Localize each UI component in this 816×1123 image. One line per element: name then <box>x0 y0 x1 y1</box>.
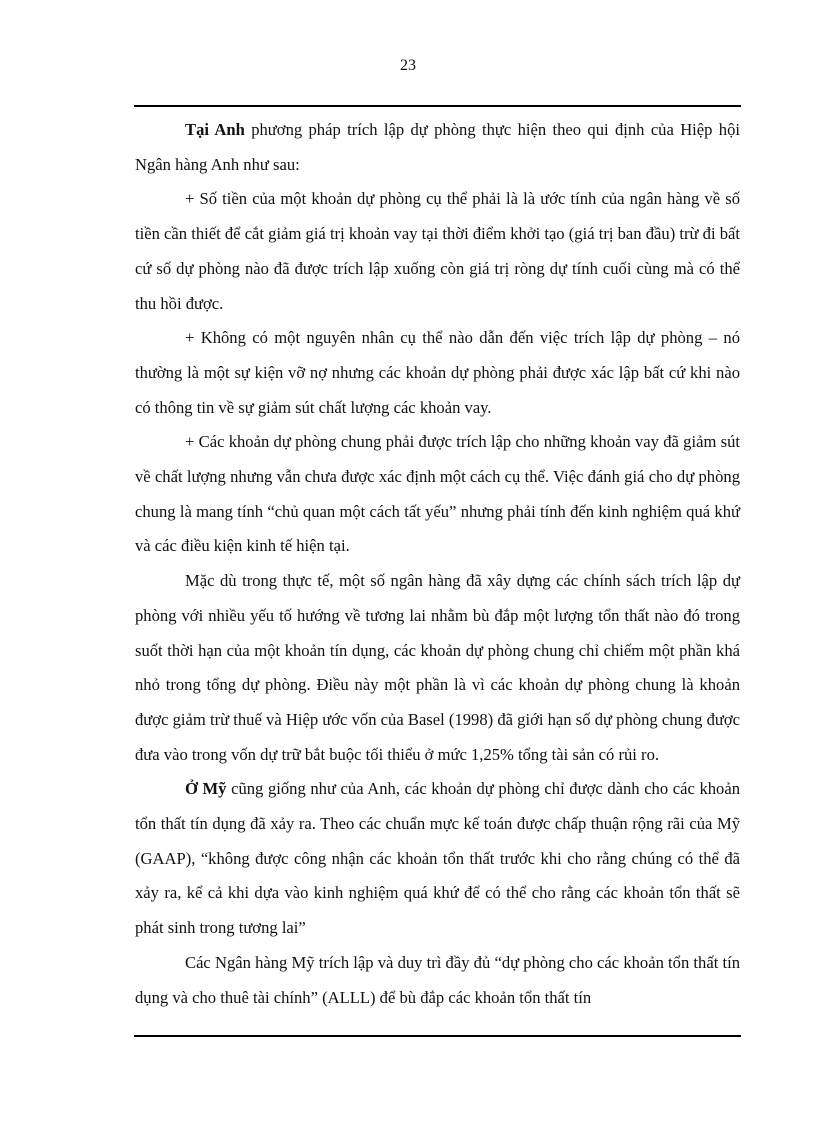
page-number: 23 <box>400 57 416 74</box>
paragraph <box>135 946 740 1015</box>
paragraph <box>135 564 740 772</box>
paragraph-text: cũng giống như của Anh, các khoản dự phòng chỉ được dành cho các khoản tổn thất tín dụng đã xảy ra. Theo các chuẩn mực kế toán được chấp thuận rộng rãi của Mỹ (GAAP), “không được công nhận các khoản tổn thất trước khi cho rằng chúng có thể đã xảy ra, kể cả khi dựa vào kinh nghiệm quá khứ để có thể cho rằng các khoản tổn thất sẽ phát sinh trong tương lai” <box>135 779 741 938</box>
paragraph <box>135 772 740 946</box>
paragraph-text: phương pháp trích lập dự phòng thực hiện theo qui định của Hiệp hội Ngân hàng Anh như sau: <box>135 120 741 174</box>
paragraph <box>135 182 740 321</box>
paragraph <box>135 113 740 182</box>
footer-rule <box>134 1035 741 1037</box>
paragraph-text: Mặc dù trong thực tế, một số ngân hàng đã xây dựng các chính sách trích lập dự phòng với nhiều yếu tố hướng về tương lai nhằm bù đắp một lượng tổn thất nào đó trong suốt thời hạn của một khoản tín dụng, các khoản dự phòng chung chỉ chiếm một phần khá nhỏ trong tổng dự phòng. Điều này một phần là vì các khoản dự phòng chung là khoản được giảm trừ thuế và Hiệp ước vốn của Basel (1998) đã giới hạn số dự phòng chung được đưa vào trong vốn dự trữ bắt buộc tối thiểu ở mức 1,25% tổng tài sản có rủi ro. <box>135 571 740 764</box>
paragraph <box>135 321 740 425</box>
paragraph-text: + Số tiền của một khoản dự phòng cụ thể phải là là ước tính của ngân hàng về số tiền cần thiết để cắt giảm giá trị khoản vay tại thời điểm khởi tạo (giá trị ban đầu) trừ đi bất cứ số dự phòng nào đã được trích lập xuống còn giá trị ròng dự tính cuối cùng mà có thể thu hồi được. <box>135 189 740 313</box>
paragraph-text: + Các khoản dự phòng chung phải được trích lập cho những khoản vay đã giảm sút về chất lượng nhưng vẫn chưa được xác định một cách cụ thể. Việc đánh giá cho dự phòng chung là mang tính “chủ quan một cách tất yếu” nhưng phải tính đến kinh nghiệm quá khứ và các điều kiện kinh tế hiện tại. <box>135 432 740 556</box>
paragraph-text: Các Ngân hàng Mỹ trích lập và duy trì đầy đủ “dự phòng cho các khoản tổn thất tín dụng và cho thuê tài chính” (ALLL) để bù đắp các khoản tổn thất tín <box>135 952 740 1007</box>
header-rule <box>134 105 741 107</box>
paragraph-lead: Ở Mỹ <box>185 779 227 799</box>
paragraph-text: + Không có một nguyên nhân cụ thể nào dẫn đến việc trích lập dự phòng – nó thường là một sự kiện vỡ nợ nhưng các khoản dự phòng phải được xác lập bất cứ khi nào có thông tin về sự giảm sút chất lượng các khoản vay. <box>135 328 740 417</box>
paragraph-lead: Tại Anh <box>185 120 245 139</box>
paragraph <box>135 425 740 564</box>
body-text <box>135 113 740 1015</box>
